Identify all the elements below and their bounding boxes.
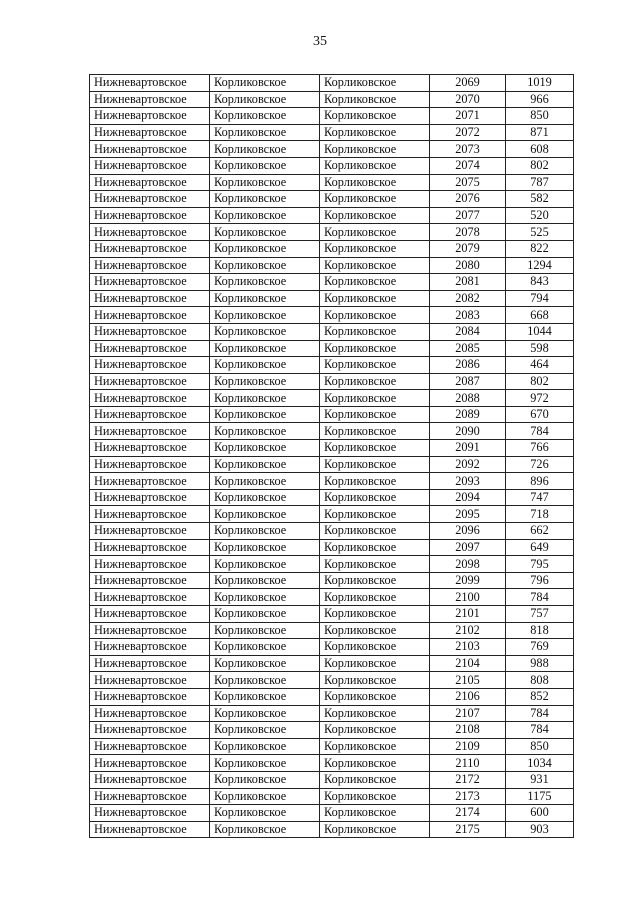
page-number: 35 bbox=[313, 34, 327, 49]
table-row bbox=[90, 406, 574, 423]
region-cell: Нижневартовское bbox=[90, 572, 210, 589]
field-cell: Корликовское bbox=[210, 323, 320, 340]
table-row bbox=[90, 224, 574, 241]
field-cell: Корликовское bbox=[210, 157, 320, 174]
value-cell: 822 bbox=[506, 240, 574, 257]
area-cell: Корликовское bbox=[320, 755, 430, 772]
region-cell: Нижневартовское bbox=[90, 606, 210, 623]
number-cell: 2105 bbox=[430, 672, 506, 689]
region-cell: Нижневартовское bbox=[90, 456, 210, 473]
area-cell: Корликовское bbox=[320, 622, 430, 639]
number-cell: 2109 bbox=[430, 738, 506, 755]
area-cell: Корликовское bbox=[320, 323, 430, 340]
region-cell: Нижневартовское bbox=[90, 174, 210, 191]
number-cell: 2080 bbox=[430, 257, 506, 274]
area-cell: Корликовское bbox=[320, 788, 430, 805]
number-cell: 2094 bbox=[430, 489, 506, 506]
number-cell: 2074 bbox=[430, 157, 506, 174]
value-cell: 525 bbox=[506, 224, 574, 241]
area-cell: Корликовское bbox=[320, 489, 430, 506]
region-cell: Нижневартовское bbox=[90, 788, 210, 805]
area-cell: Корликовское bbox=[320, 506, 430, 523]
number-cell: 2090 bbox=[430, 423, 506, 440]
region-cell: Нижневартовское bbox=[90, 224, 210, 241]
value-cell: 871 bbox=[506, 124, 574, 141]
area-cell: Корликовское bbox=[320, 523, 430, 540]
value-cell: 600 bbox=[506, 805, 574, 822]
table-row bbox=[90, 722, 574, 739]
table-row bbox=[90, 606, 574, 623]
table-row bbox=[90, 821, 574, 838]
field-cell: Корликовское bbox=[210, 108, 320, 125]
number-cell: 2084 bbox=[430, 323, 506, 340]
table-row bbox=[90, 207, 574, 224]
table-row bbox=[90, 738, 574, 755]
region-cell: Нижневартовское bbox=[90, 207, 210, 224]
area-cell: Корликовское bbox=[320, 406, 430, 423]
number-cell: 2101 bbox=[430, 606, 506, 623]
number-cell: 2106 bbox=[430, 688, 506, 705]
number-cell: 2098 bbox=[430, 556, 506, 573]
table-row bbox=[90, 423, 574, 440]
table-row bbox=[90, 307, 574, 324]
field-cell: Корликовское bbox=[210, 539, 320, 556]
table-row bbox=[90, 622, 574, 639]
area-cell: Корликовское bbox=[320, 473, 430, 490]
table-row bbox=[90, 340, 574, 357]
field-cell: Корликовское bbox=[210, 373, 320, 390]
value-cell: 784 bbox=[506, 589, 574, 606]
number-cell: 2091 bbox=[430, 440, 506, 457]
area-cell: Корликовское bbox=[320, 290, 430, 307]
value-cell: 850 bbox=[506, 108, 574, 125]
number-cell: 2093 bbox=[430, 473, 506, 490]
field-cell: Корликовское bbox=[210, 755, 320, 772]
region-cell: Нижневартовское bbox=[90, 423, 210, 440]
region-cell: Нижневартовское bbox=[90, 722, 210, 739]
region-cell: Нижневартовское bbox=[90, 506, 210, 523]
value-cell: 649 bbox=[506, 539, 574, 556]
table-row bbox=[90, 755, 574, 772]
field-cell: Корликовское bbox=[210, 207, 320, 224]
number-cell: 2102 bbox=[430, 622, 506, 639]
value-cell: 818 bbox=[506, 622, 574, 639]
value-cell: 850 bbox=[506, 738, 574, 755]
field-cell: Корликовское bbox=[210, 572, 320, 589]
table-row bbox=[90, 323, 574, 340]
table-row bbox=[90, 440, 574, 457]
region-cell: Нижневартовское bbox=[90, 141, 210, 158]
table-row bbox=[90, 473, 574, 490]
region-cell: Нижневартовское bbox=[90, 108, 210, 125]
number-cell: 2108 bbox=[430, 722, 506, 739]
number-cell: 2104 bbox=[430, 655, 506, 672]
value-cell: 1034 bbox=[506, 755, 574, 772]
region-cell: Нижневартовское bbox=[90, 357, 210, 374]
number-cell: 2173 bbox=[430, 788, 506, 805]
number-cell: 2100 bbox=[430, 589, 506, 606]
table-row bbox=[90, 157, 574, 174]
value-cell: 972 bbox=[506, 390, 574, 407]
value-cell: 852 bbox=[506, 688, 574, 705]
field-cell: Корликовское bbox=[210, 274, 320, 291]
field-cell: Корликовское bbox=[210, 141, 320, 158]
value-cell: 784 bbox=[506, 705, 574, 722]
value-cell: 766 bbox=[506, 440, 574, 457]
area-cell: Корликовское bbox=[320, 274, 430, 291]
region-cell: Нижневартовское bbox=[90, 556, 210, 573]
number-cell: 2089 bbox=[430, 406, 506, 423]
region-cell: Нижневартовское bbox=[90, 655, 210, 672]
field-cell: Корликовское bbox=[210, 340, 320, 357]
field-cell: Корликовское bbox=[210, 738, 320, 755]
area-cell: Корликовское bbox=[320, 639, 430, 656]
area-cell: Корликовское bbox=[320, 373, 430, 390]
value-cell: 726 bbox=[506, 456, 574, 473]
table-row bbox=[90, 141, 574, 158]
table-row bbox=[90, 539, 574, 556]
area-cell: Корликовское bbox=[320, 606, 430, 623]
area-cell: Корликовское bbox=[320, 240, 430, 257]
value-cell: 1294 bbox=[506, 257, 574, 274]
value-cell: 802 bbox=[506, 373, 574, 390]
number-cell: 2096 bbox=[430, 523, 506, 540]
region-cell: Нижневартовское bbox=[90, 473, 210, 490]
number-cell: 2097 bbox=[430, 539, 506, 556]
number-cell: 2072 bbox=[430, 124, 506, 141]
value-cell: 520 bbox=[506, 207, 574, 224]
area-cell: Корликовское bbox=[320, 688, 430, 705]
value-cell: 1044 bbox=[506, 323, 574, 340]
table-row bbox=[90, 257, 574, 274]
number-cell: 2175 bbox=[430, 821, 506, 838]
table-row bbox=[90, 589, 574, 606]
table-row bbox=[90, 290, 574, 307]
area-cell: Корликовское bbox=[320, 655, 430, 672]
number-cell: 2088 bbox=[430, 390, 506, 407]
number-cell: 2081 bbox=[430, 274, 506, 291]
table-row bbox=[90, 639, 574, 656]
table-row bbox=[90, 357, 574, 374]
region-cell: Нижневартовское bbox=[90, 688, 210, 705]
field-cell: Корликовское bbox=[210, 655, 320, 672]
value-cell: 769 bbox=[506, 639, 574, 656]
number-cell: 2095 bbox=[430, 506, 506, 523]
number-cell: 2107 bbox=[430, 705, 506, 722]
value-cell: 795 bbox=[506, 556, 574, 573]
region-cell: Нижневартовское bbox=[90, 705, 210, 722]
table-row bbox=[90, 572, 574, 589]
value-cell: 931 bbox=[506, 771, 574, 788]
table-row bbox=[90, 506, 574, 523]
number-cell: 2069 bbox=[430, 75, 506, 92]
field-cell: Корликовское bbox=[210, 257, 320, 274]
region-cell: Нижневартовское bbox=[90, 489, 210, 506]
number-cell: 2070 bbox=[430, 91, 506, 108]
field-cell: Корликовское bbox=[210, 406, 320, 423]
field-cell: Корликовское bbox=[210, 440, 320, 457]
records-table-body bbox=[90, 75, 574, 838]
region-cell: Нижневартовское bbox=[90, 539, 210, 556]
area-cell: Корликовское bbox=[320, 224, 430, 241]
field-cell: Корликовское bbox=[210, 606, 320, 623]
value-cell: 1019 bbox=[506, 75, 574, 92]
table-row bbox=[90, 523, 574, 540]
number-cell: 2078 bbox=[430, 224, 506, 241]
area-cell: Корликовское bbox=[320, 589, 430, 606]
number-cell: 2099 bbox=[430, 572, 506, 589]
area-cell: Корликовское bbox=[320, 307, 430, 324]
value-cell: 802 bbox=[506, 157, 574, 174]
value-cell: 808 bbox=[506, 672, 574, 689]
field-cell: Корликовское bbox=[210, 639, 320, 656]
region-cell: Нижневартовское bbox=[90, 755, 210, 772]
area-cell: Корликовское bbox=[320, 108, 430, 125]
table-row bbox=[90, 489, 574, 506]
region-cell: Нижневартовское bbox=[90, 639, 210, 656]
table-row bbox=[90, 771, 574, 788]
table-row bbox=[90, 672, 574, 689]
area-cell: Корликовское bbox=[320, 340, 430, 357]
region-cell: Нижневартовское bbox=[90, 406, 210, 423]
table-row bbox=[90, 91, 574, 108]
value-cell: 668 bbox=[506, 307, 574, 324]
field-cell: Корликовское bbox=[210, 75, 320, 92]
field-cell: Корликовское bbox=[210, 722, 320, 739]
value-cell: 988 bbox=[506, 655, 574, 672]
field-cell: Корликовское bbox=[210, 240, 320, 257]
region-cell: Нижневартовское bbox=[90, 340, 210, 357]
table-row bbox=[90, 174, 574, 191]
region-cell: Нижневартовское bbox=[90, 805, 210, 822]
region-cell: Нижневартовское bbox=[90, 323, 210, 340]
field-cell: Корликовское bbox=[210, 290, 320, 307]
region-cell: Нижневартовское bbox=[90, 373, 210, 390]
field-cell: Корликовское bbox=[210, 174, 320, 191]
value-cell: 966 bbox=[506, 91, 574, 108]
value-cell: 582 bbox=[506, 191, 574, 208]
region-cell: Нижневартовское bbox=[90, 672, 210, 689]
field-cell: Корликовское bbox=[210, 589, 320, 606]
table-row bbox=[90, 705, 574, 722]
region-cell: Нижневартовское bbox=[90, 257, 210, 274]
number-cell: 2071 bbox=[430, 108, 506, 125]
value-cell: 718 bbox=[506, 506, 574, 523]
table-row bbox=[90, 456, 574, 473]
area-cell: Корликовское bbox=[320, 539, 430, 556]
number-cell: 2075 bbox=[430, 174, 506, 191]
area-cell: Корликовское bbox=[320, 456, 430, 473]
field-cell: Корликовское bbox=[210, 423, 320, 440]
area-cell: Корликовское bbox=[320, 75, 430, 92]
field-cell: Корликовское bbox=[210, 821, 320, 838]
value-cell: 896 bbox=[506, 473, 574, 490]
region-cell: Нижневартовское bbox=[90, 75, 210, 92]
value-cell: 670 bbox=[506, 406, 574, 423]
table-row bbox=[90, 556, 574, 573]
area-cell: Корликовское bbox=[320, 174, 430, 191]
field-cell: Корликовское bbox=[210, 191, 320, 208]
table-row bbox=[90, 75, 574, 92]
field-cell: Корликовское bbox=[210, 771, 320, 788]
number-cell: 2073 bbox=[430, 141, 506, 158]
field-cell: Корликовское bbox=[210, 473, 320, 490]
field-cell: Корликовское bbox=[210, 622, 320, 639]
table-row bbox=[90, 240, 574, 257]
area-cell: Корликовское bbox=[320, 423, 430, 440]
number-cell: 2082 bbox=[430, 290, 506, 307]
field-cell: Корликовское bbox=[210, 489, 320, 506]
area-cell: Корликовское bbox=[320, 705, 430, 722]
area-cell: Корликовское bbox=[320, 572, 430, 589]
field-cell: Корликовское bbox=[210, 456, 320, 473]
field-cell: Корликовское bbox=[210, 124, 320, 141]
value-cell: 662 bbox=[506, 523, 574, 540]
table-row bbox=[90, 373, 574, 390]
area-cell: Корликовское bbox=[320, 124, 430, 141]
value-cell: 843 bbox=[506, 274, 574, 291]
number-cell: 2087 bbox=[430, 373, 506, 390]
region-cell: Нижневартовское bbox=[90, 124, 210, 141]
area-cell: Корликовское bbox=[320, 805, 430, 822]
field-cell: Корликовское bbox=[210, 805, 320, 822]
area-cell: Корликовское bbox=[320, 738, 430, 755]
number-cell: 2172 bbox=[430, 771, 506, 788]
number-cell: 2077 bbox=[430, 207, 506, 224]
number-cell: 2076 bbox=[430, 191, 506, 208]
region-cell: Нижневартовское bbox=[90, 589, 210, 606]
field-cell: Корликовское bbox=[210, 523, 320, 540]
field-cell: Корликовское bbox=[210, 91, 320, 108]
region-cell: Нижневартовское bbox=[90, 91, 210, 108]
area-cell: Корликовское bbox=[320, 672, 430, 689]
field-cell: Корликовское bbox=[210, 705, 320, 722]
number-cell: 2086 bbox=[430, 357, 506, 374]
region-cell: Нижневартовское bbox=[90, 523, 210, 540]
value-cell: 757 bbox=[506, 606, 574, 623]
table-row bbox=[90, 191, 574, 208]
value-cell: 747 bbox=[506, 489, 574, 506]
region-cell: Нижневартовское bbox=[90, 157, 210, 174]
area-cell: Корликовское bbox=[320, 722, 430, 739]
number-cell: 2085 bbox=[430, 340, 506, 357]
table-row bbox=[90, 390, 574, 407]
value-cell: 794 bbox=[506, 290, 574, 307]
records-table bbox=[89, 74, 574, 838]
field-cell: Корликовское bbox=[210, 688, 320, 705]
value-cell: 608 bbox=[506, 141, 574, 158]
number-cell: 2110 bbox=[430, 755, 506, 772]
region-cell: Нижневартовское bbox=[90, 622, 210, 639]
area-cell: Корликовское bbox=[320, 357, 430, 374]
region-cell: Нижневартовское bbox=[90, 821, 210, 838]
region-cell: Нижневартовское bbox=[90, 191, 210, 208]
field-cell: Корликовское bbox=[210, 307, 320, 324]
field-cell: Корликовское bbox=[210, 788, 320, 805]
area-cell: Корликовское bbox=[320, 207, 430, 224]
region-cell: Нижневартовское bbox=[90, 274, 210, 291]
area-cell: Корликовское bbox=[320, 257, 430, 274]
area-cell: Корликовское bbox=[320, 157, 430, 174]
table-row bbox=[90, 124, 574, 141]
table-row bbox=[90, 788, 574, 805]
value-cell: 1175 bbox=[506, 788, 574, 805]
table-row bbox=[90, 655, 574, 672]
region-cell: Нижневартовское bbox=[90, 240, 210, 257]
field-cell: Корликовское bbox=[210, 390, 320, 407]
value-cell: 903 bbox=[506, 821, 574, 838]
table-row bbox=[90, 274, 574, 291]
region-cell: Нижневартовское bbox=[90, 307, 210, 324]
field-cell: Корликовское bbox=[210, 672, 320, 689]
field-cell: Корликовское bbox=[210, 224, 320, 241]
area-cell: Корликовское bbox=[320, 556, 430, 573]
area-cell: Корликовское bbox=[320, 440, 430, 457]
number-cell: 2103 bbox=[430, 639, 506, 656]
field-cell: Корликовское bbox=[210, 357, 320, 374]
table-row bbox=[90, 108, 574, 125]
region-cell: Нижневартовское bbox=[90, 290, 210, 307]
value-cell: 598 bbox=[506, 340, 574, 357]
region-cell: Нижневартовское bbox=[90, 440, 210, 457]
region-cell: Нижневартовское bbox=[90, 390, 210, 407]
value-cell: 784 bbox=[506, 722, 574, 739]
area-cell: Корликовское bbox=[320, 821, 430, 838]
area-cell: Корликовское bbox=[320, 771, 430, 788]
area-cell: Корликовское bbox=[320, 390, 430, 407]
table-row bbox=[90, 805, 574, 822]
area-cell: Корликовское bbox=[320, 191, 430, 208]
value-cell: 796 bbox=[506, 572, 574, 589]
area-cell: Корликовское bbox=[320, 91, 430, 108]
table-row bbox=[90, 688, 574, 705]
number-cell: 2079 bbox=[430, 240, 506, 257]
value-cell: 464 bbox=[506, 357, 574, 374]
number-cell: 2092 bbox=[430, 456, 506, 473]
number-cell: 2083 bbox=[430, 307, 506, 324]
region-cell: Нижневартовское bbox=[90, 771, 210, 788]
field-cell: Корликовское bbox=[210, 506, 320, 523]
number-cell: 2174 bbox=[430, 805, 506, 822]
field-cell: Корликовское bbox=[210, 556, 320, 573]
value-cell: 787 bbox=[506, 174, 574, 191]
area-cell: Корликовское bbox=[320, 141, 430, 158]
value-cell: 784 bbox=[506, 423, 574, 440]
region-cell: Нижневартовское bbox=[90, 738, 210, 755]
